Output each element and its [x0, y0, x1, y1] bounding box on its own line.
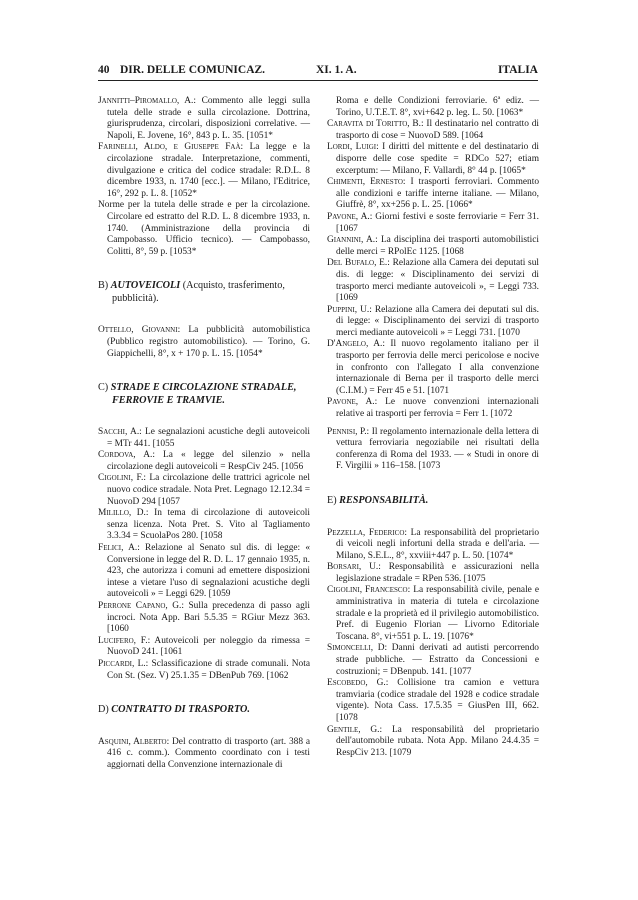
bib-entry: Pezzella, Federico: La responsabilità del proprietario di veicoli negli infortuni della strada e dell'aria. — Milano, S.E.L., 8°, xxviii+447 p. L. 50. [1074*	[327, 527, 540, 561]
bib-entry: Cordova, A.: La « legge del silenzio » nella circolazione degli autoveicoli = RespCiv 245. [1056	[98, 450, 310, 472]
bib-entry: Chimenti, Ernesto: I trasporti ferroviari. Commento alle condizioni e tariffe interne italiane. — Milano, Giuffrè, 8°, xx+256 p. L. 25. [1066*	[327, 177, 540, 211]
left-column	[98, 96, 310, 771]
bib-entry: Gentile, G.: La responsabilità del proprietario dell'automobile rubata. Nota App. Milano 24.4.35 = RespCiv 213. [1079	[327, 724, 540, 758]
header-rule	[98, 80, 538, 81]
bib-entry: D'Angelo, A.: Il nuovo regolamento italiano per il trasporto per ferrovia delle merci pericolose e nocive in confronto con l'allegato I alla convenzione internazionale di Berna per il trasporto delle merci (C.I.M.) = Ferr 45 e 51. [1071	[327, 339, 539, 396]
bib-entry: Lucifero, F.: Autoveicoli per noleggio da rimessa = NuovoD 241. [1061	[98, 635, 310, 658]
bib-entry: Pennisi, P.: Il regolamento internazionale della lettera di vettura ferroviaria negoziabile nei risultati della conferenza di Roma del 1933. — « Studi in onore di F. Virgilii » 116–158. [1073	[327, 426, 540, 472]
bib-entry: Lordi, Luigi: I diritti del mittente e del destinatario di disporre delle cose spedite = RDCo 527; etiam excerptum: — Milano, F. Vallardi, 8° 44 p. [1065*	[327, 142, 539, 176]
section-heading-c: C) STRADE E CIRCOLAZIONE STRADALE, FERROVIE E TRAMVIE.	[98, 382, 297, 406]
bib-entry: Sacchi, A.: Le segnalazioni acustiche degli autoveicoli = MTr 441. [1055	[98, 427, 310, 449]
bib-entry: Perrone Capano, G.: Sulla precedenza di passo agli incroci. Nota App. Bari 5.5.35 = RGiur Mezz 363. [1060	[98, 601, 310, 635]
bib-entry: Roma e delle Condizioni ferroviarie. 6ª ediz. — Torino, U.T.E.T. 8°, xvi+642 p. leg. L. 50. [1063*	[336, 96, 539, 118]
bib-entry: Farinelli, Aldo, e Giuseppe Faà: La legge e la circolazione stradale. Interpretazione, commenti, divulgazione e critica del codice stradale: R.D.L. 8 dicembre 1933, n. 1740 [ecc.]. — Milano, l'Editrice, 16°, 292 p. L. 8. [1052*	[98, 142, 310, 199]
bib-entry: Piccardi, L.: Sclassificazione di strade comunali. Nota Con St. (Sez. V) 25.1.35 = DBenPub 769. [1062	[98, 658, 311, 681]
bib-entry: Caravita di Toritto, B.: Il destinatario nel contratto di trasporto di cose = NuovoD 589. [1064	[327, 119, 540, 141]
bib-entry: Pavone, A.: Le nuove convenzioni internazionali relative ai trasporti per ferrovia = Ferr 1. [1072	[327, 397, 540, 420]
running-header	[98, 64, 538, 80]
bib-entry: Jannitti–Piromallo, A.: Commento alle leggi sulla tutela delle strade e sulla circolazione. Dottrina, giurisprudenza, circolari, disposizioni correlative. — Napoli, E. Jovene, 16°, 843 p. L. 35. [1051*	[98, 96, 310, 141]
bib-entry: Simoncelli, D: Danni derivati ad autisti percorrendo strade pubbliche. — Estratto da Concessioni e costruzioni; = DBenpub. 141. [1077	[327, 643, 539, 677]
bib-entry: Giannini, A.: La disciplina dei trasporti automobilistici delle merci = RPolEc 1125. [1068	[327, 235, 540, 257]
section-heading-d: D) CONTRATTO DI TRASPORTO.	[98, 704, 250, 716]
header-section: DIR. DELLE COMUNICAZ.	[120, 64, 266, 76]
bib-entry: Norme per la tutela delle strade e per la circolazione. Circolare ed estratto del R.D. L. 8 dicembre 1933, n. 1740. (Amministrazione della provincia di Campobasso. Ufficio tecnico). — Campobasso, Colitti, 8°, 59 p. [1053*	[98, 200, 310, 257]
header-country: ITALIA	[497, 64, 538, 76]
page-number: 40	[98, 64, 110, 76]
header-class-code: XI. 1. A.	[316, 64, 357, 76]
section-heading-b: B) AUTOVEICOLI (Acquisto, trasferimento, pubblicità).	[98, 280, 285, 304]
bib-entry: Cigolini, F.: La circolazione delle trattrici agricole nel nuovo codice stradale. Nota Pret. Legnago 12.12.34 = NuovoD 294 [1057	[98, 473, 310, 507]
bib-entry: Escobedo, G.: Collisione tra camion e vettura tramviaria (codice stradale del 1928 e codice stradale vigente). Nota Cass. 17.5.35 = GiusPen III, 662. [1078	[327, 678, 540, 723]
bib-entry: Borsari, U.: Responsabilità e assicurazioni nella legislazione stradale = RPen 536. [1075	[327, 562, 539, 584]
bib-entry: Felici, A.: Relazione al Senato sul dis. di legge: « Conversione in legge del R. D. L. 17 gennaio 1935, n. 423, che autorizza i comuni ad emettere disposizioni intese a vietare l'uso di segnalazioni acustiche degli autoveicoli » = Leggi 629. [1059	[98, 543, 311, 600]
right-column	[327, 96, 539, 759]
section-heading-e: E) RESPONSABILITÀ.	[327, 495, 429, 506]
bib-entry: Puppini, U.: Relazione alla Camera dei deputati sul dis. di legge: « Disciplinamento dei servizi di trasporto merci mediante autoveicoli » = Leggi 731. [1070	[327, 304, 539, 338]
bib-entry: Del Bufalo, E.: Relazione alla Camera dei deputati sul dis. di legge: « Disciplinamento dei servizi di trasporto merci mediante autoveicoli », = Leggi 733. [1069	[327, 258, 539, 304]
bib-entry: Asquini, Alberto: Del contratto di trasporto (art. 388 a 416 c. comm.). Commento coordinato con i testi aggiornati della Convenzione internazionale di	[98, 736, 310, 770]
bib-entry: Ottello, Giovanni: La pubblicità automobilistica (Pubblico registro automobilistico). — Torino, G. Giappichelli, 8°, x + 170 p. L. 15. [1054*	[98, 325, 310, 359]
bib-entry: Milillo, D.: In tema di circolazione di autoveicoli senza licenza. Nota Pret. S. Vito al Tagliamento 3.3.34 = ScuolaPos 280. [1058	[98, 508, 310, 542]
bib-entry: Cigolini, Francesco: La responsabilità civile, penale e amministrativa in materia di tutela e circolazione stradale e la proprietà ed il privilegio automobilistico. Pref. di Eugenio Florian — Livorno Editoriale Toscana. 8°, vi+551 p. L. 19. [1076*	[327, 585, 539, 642]
bib-entry: Pavone, A.: Giorni festivi e soste ferroviarie = Ferr 31. [1067	[327, 211, 539, 234]
